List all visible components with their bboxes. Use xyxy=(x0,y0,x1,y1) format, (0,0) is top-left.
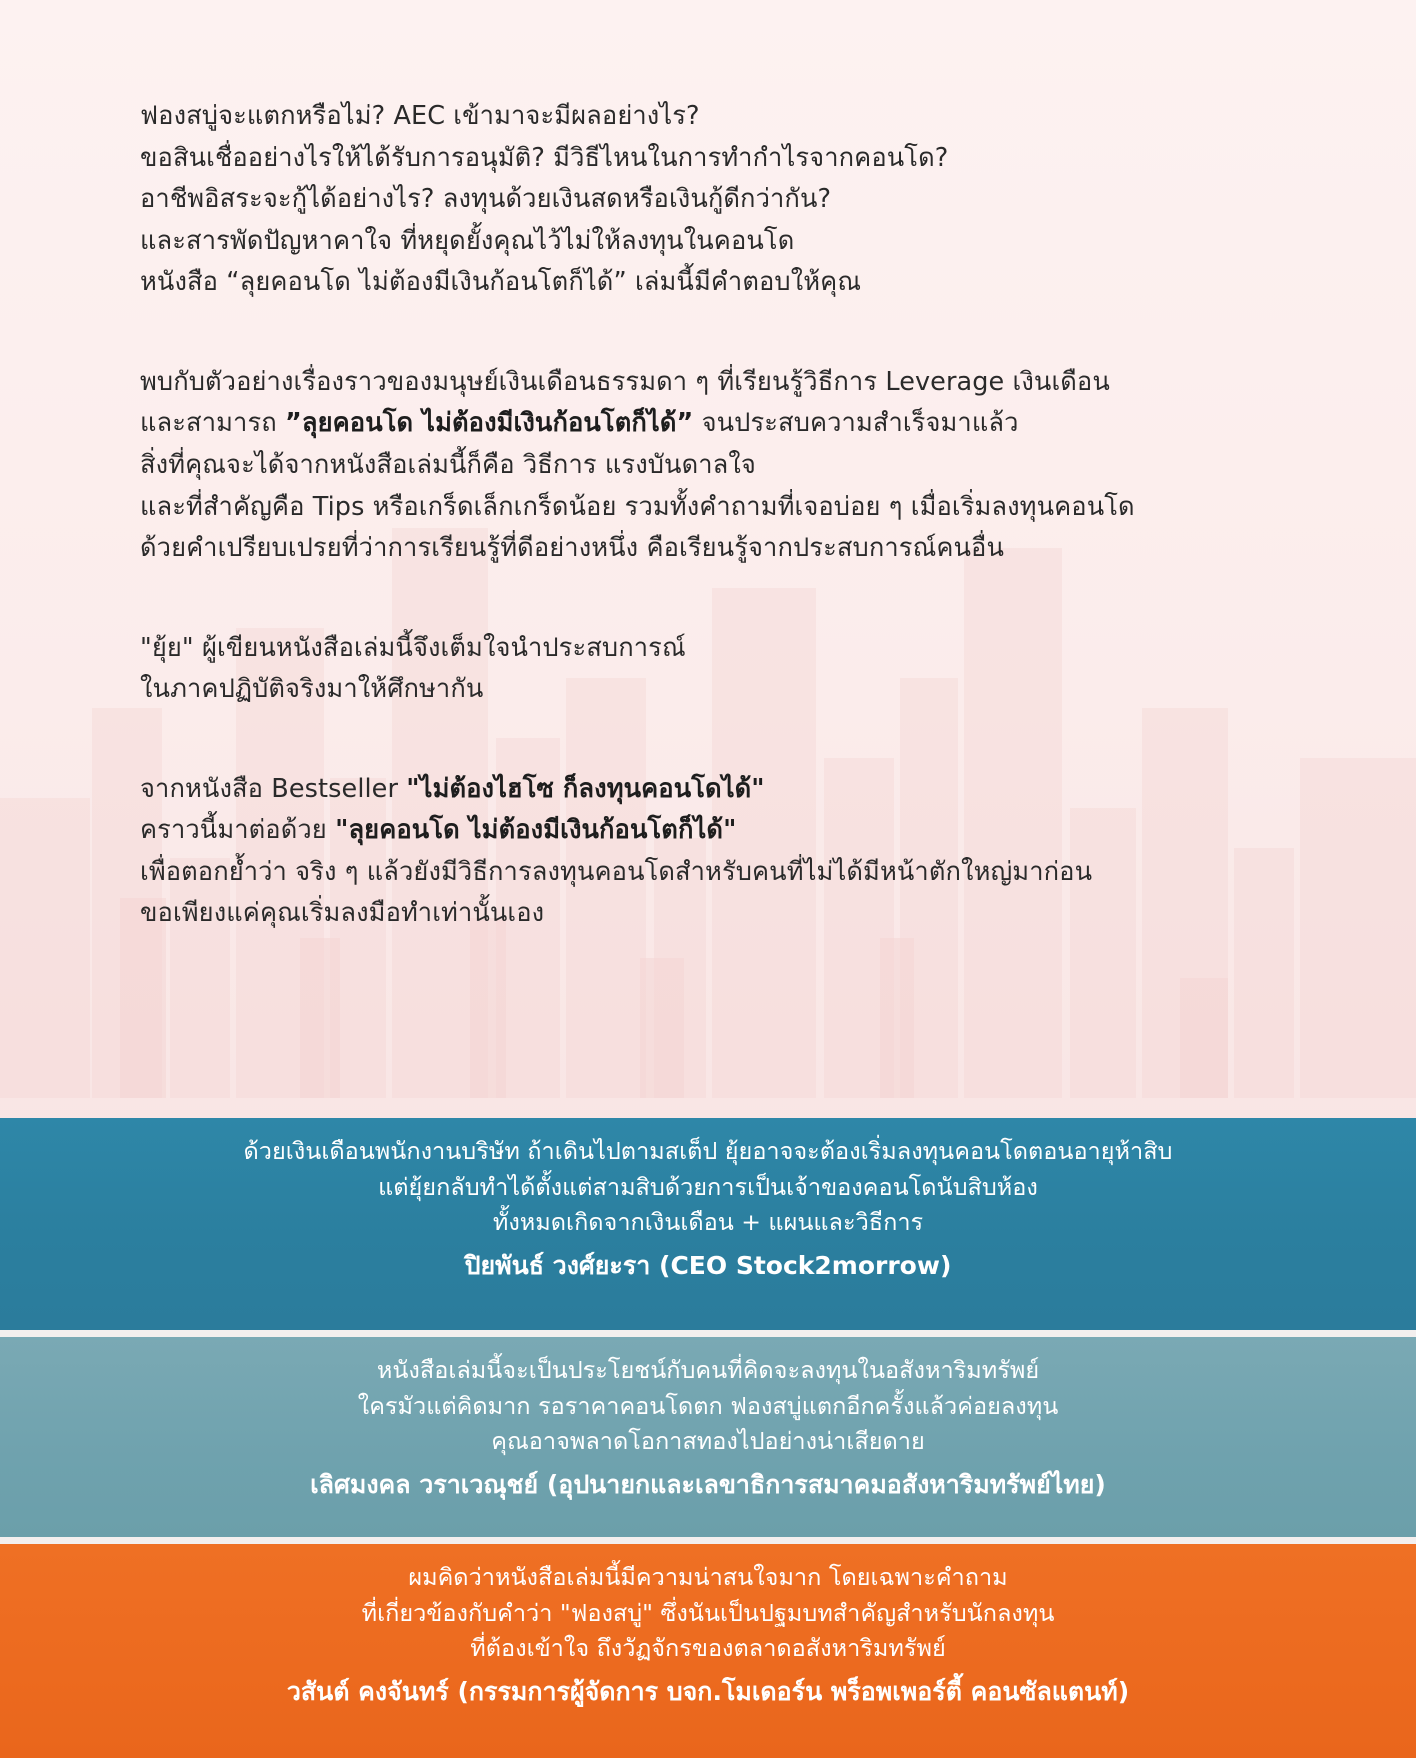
quote-2-attribution: เลิศมงคล วราเวณุชย์ (อุปนายกและเลขาธิการสมาคมอสังหาริมทรัพย์ไทย) xyxy=(310,1470,1106,1500)
bestseller-prefix: จากหนังสือ Bestseller xyxy=(140,773,407,804)
author-note-line-1: "ยุ้ย" ผู้เขียนหนังสือเล่มนี้จึงเต็มใจนำประสบการณ์ xyxy=(140,632,686,663)
second-line-2-suffix: จนประสบความสำเร็จมาแล้ว xyxy=(693,408,1019,439)
quote-1-attribution: ปิยพันธ์ วงศ์ยะรา (CEO Stock2morrow) xyxy=(464,1251,952,1281)
quote-3-line-3: ที่ต้องเข้าใจ ถึงวัฏจักรของตลาดอสังหาริมทรัพย์ xyxy=(470,1634,946,1663)
book-title-emphasis: ”ลุยคอนโด ไม่ต้องมีเงินก้อนโตก็ได้” xyxy=(285,408,694,439)
endorsement-bands xyxy=(0,1118,1416,1758)
intro-line-2: ขอสินเชื่ออย่างไรให้ได้รับการอนุมัติ? มีวิธีไหนในการทำกำไรจากคอนโด? xyxy=(140,142,949,173)
bestseller-line-2 xyxy=(140,810,1276,852)
quote-1-line-1: ด้วยเงินเดือนพนักงานบริษัท ถ้าเดินไปตามสเต็ป ยุ้ยอาจจะต้องเริ่มลงทุนคอนโดตอนอายุห้าสิบ xyxy=(243,1137,1173,1165)
quote-3-attribution: วสันต์ คงจันทร์ (กรรมการผู้จัดการ บจก.โมเดอร์น พร็อพเพอร์ตี้ คอนซัลแตนท์) xyxy=(286,1677,1130,1707)
quote-1-line-2: แต่ยุ้ยกลับทำได้ตั้งแต่สามสิบด้วยการเป็นเจ้าของคอนโดนับสิบห้อง xyxy=(378,1172,1038,1201)
intro-line-4: และสารพัดปัญหาคาใจ ที่หยุดยั้งคุณไว้ไม่ให้ลงทุนในคอนโด xyxy=(140,225,795,256)
quote-2-line-2: ใครมัวแต่คิดมาก รอราคาคอนโดตก ฟองสบู่แตกอีกครั้งแล้วค่อยลงทุน xyxy=(357,1391,1059,1420)
quote-2-line-1: หนังสือเล่มนี้จะเป็นประโยชน์กับคนที่คิดจะลงทุนในอสังหาริมทรัพย์ xyxy=(376,1356,1040,1384)
second-line-2-prefix: และสามารถ xyxy=(140,408,286,439)
quote-3-line-1: ผมคิดว่าหนังสือเล่มนี้มีความน่าสนใจมาก โดยเฉพาะคำถาม xyxy=(408,1563,1008,1591)
author-note-line-2: ในภาคปฏิบัติจริงมาให้ศึกษากัน xyxy=(140,674,484,705)
intro-line-5: หนังสือ “ลุยคอนโด ไม่ต้องมีเงินก้อนโตก็ได้” เล่มนี้มีคำตอบให้คุณ xyxy=(140,267,862,298)
author-note-paragraph xyxy=(0,628,1416,711)
second-paragraph xyxy=(0,362,1416,570)
bestseller-line-3: เพื่อตอกย้ำว่า จริง ๆ แล้วยังมีวิธีการลงทุนคอนโดสำหรับคนที่ไม่ได้มีหน้าตักใหญ่มาก่อน xyxy=(140,856,1093,887)
quote-3-line-2: ที่เกี่ยวข้องกับคำว่า "ฟองสบู่" ซึ่งนันเป็นปฐมบทสำคัญสำหรับนักลงทุน xyxy=(361,1598,1055,1627)
bestseller-line-1 xyxy=(140,769,1276,811)
endorsement-quote-3 xyxy=(0,1544,1416,1758)
band-divider-1 xyxy=(0,1330,1416,1337)
intro-paragraph xyxy=(0,96,1416,304)
second-line-5: ด้วยคำเปรียบเปรยที่ว่าการเรียนรู้ที่ดีอย่างหนึ่ง คือเรียนรู้จากประสบการณ์คนอื่น xyxy=(140,533,1004,564)
second-line-2 xyxy=(140,403,1276,445)
band-divider-2 xyxy=(0,1537,1416,1544)
bestseller-paragraph xyxy=(0,769,1416,935)
sequel-prefix: คราวนี้มาต่อด้วย xyxy=(140,815,336,846)
quote-1-line-3: ทั้งหมดเกิดจากเงินเดือน + แผนและวิธีการ xyxy=(492,1208,924,1237)
second-line-4: และที่สำคัญคือ Tips หรือเกร็ดเล็กเกร็ดน้อย รวมทั้งคำถามที่เจอบ่อย ๆ เมื่อเริ่มลงทุนคอนโด xyxy=(140,491,1135,522)
second-line-3: สิ่งที่คุณจะได้จากหนังสือเล่มนี้ก็คือ วิธีการ แรงบันดาลใจ xyxy=(140,449,756,480)
previous-book-title: "ไม่ต้องไฮโซ ก็ลงทุนคอนโดได้" xyxy=(406,773,765,804)
bestseller-line-4: ขอเพียงแค่คุณเริ่มลงมือทำเท่านั้นเอง xyxy=(140,898,545,929)
endorsement-quote-1 xyxy=(0,1118,1416,1330)
current-book-title: "ลุยคอนโด ไม่ต้องมีเงินก้อนโตก็ได้" xyxy=(335,815,737,846)
second-line-1: พบกับตัวอย่างเรื่องราวของมนุษย์เงินเดือนธรรมดา ๆ ที่เรียนรู้วิธีการ Leverage เงินเดือน xyxy=(140,366,1110,397)
quote-2-line-3: คุณอาจพลาดโอกาสทองไปอย่างน่าเสียดาย xyxy=(491,1427,925,1456)
intro-line-3: อาชีพอิสระจะกู้ได้อย่างไร? ลงทุนด้วยเงินสดหรือเงินกู้ดีกว่ากัน? xyxy=(140,184,832,215)
endorsement-quote-2 xyxy=(0,1337,1416,1537)
intro-line-1: ฟองสบู่จะแตกหรือไม่? AEC เข้ามาจะมีผลอย่างไร? xyxy=(140,101,700,131)
